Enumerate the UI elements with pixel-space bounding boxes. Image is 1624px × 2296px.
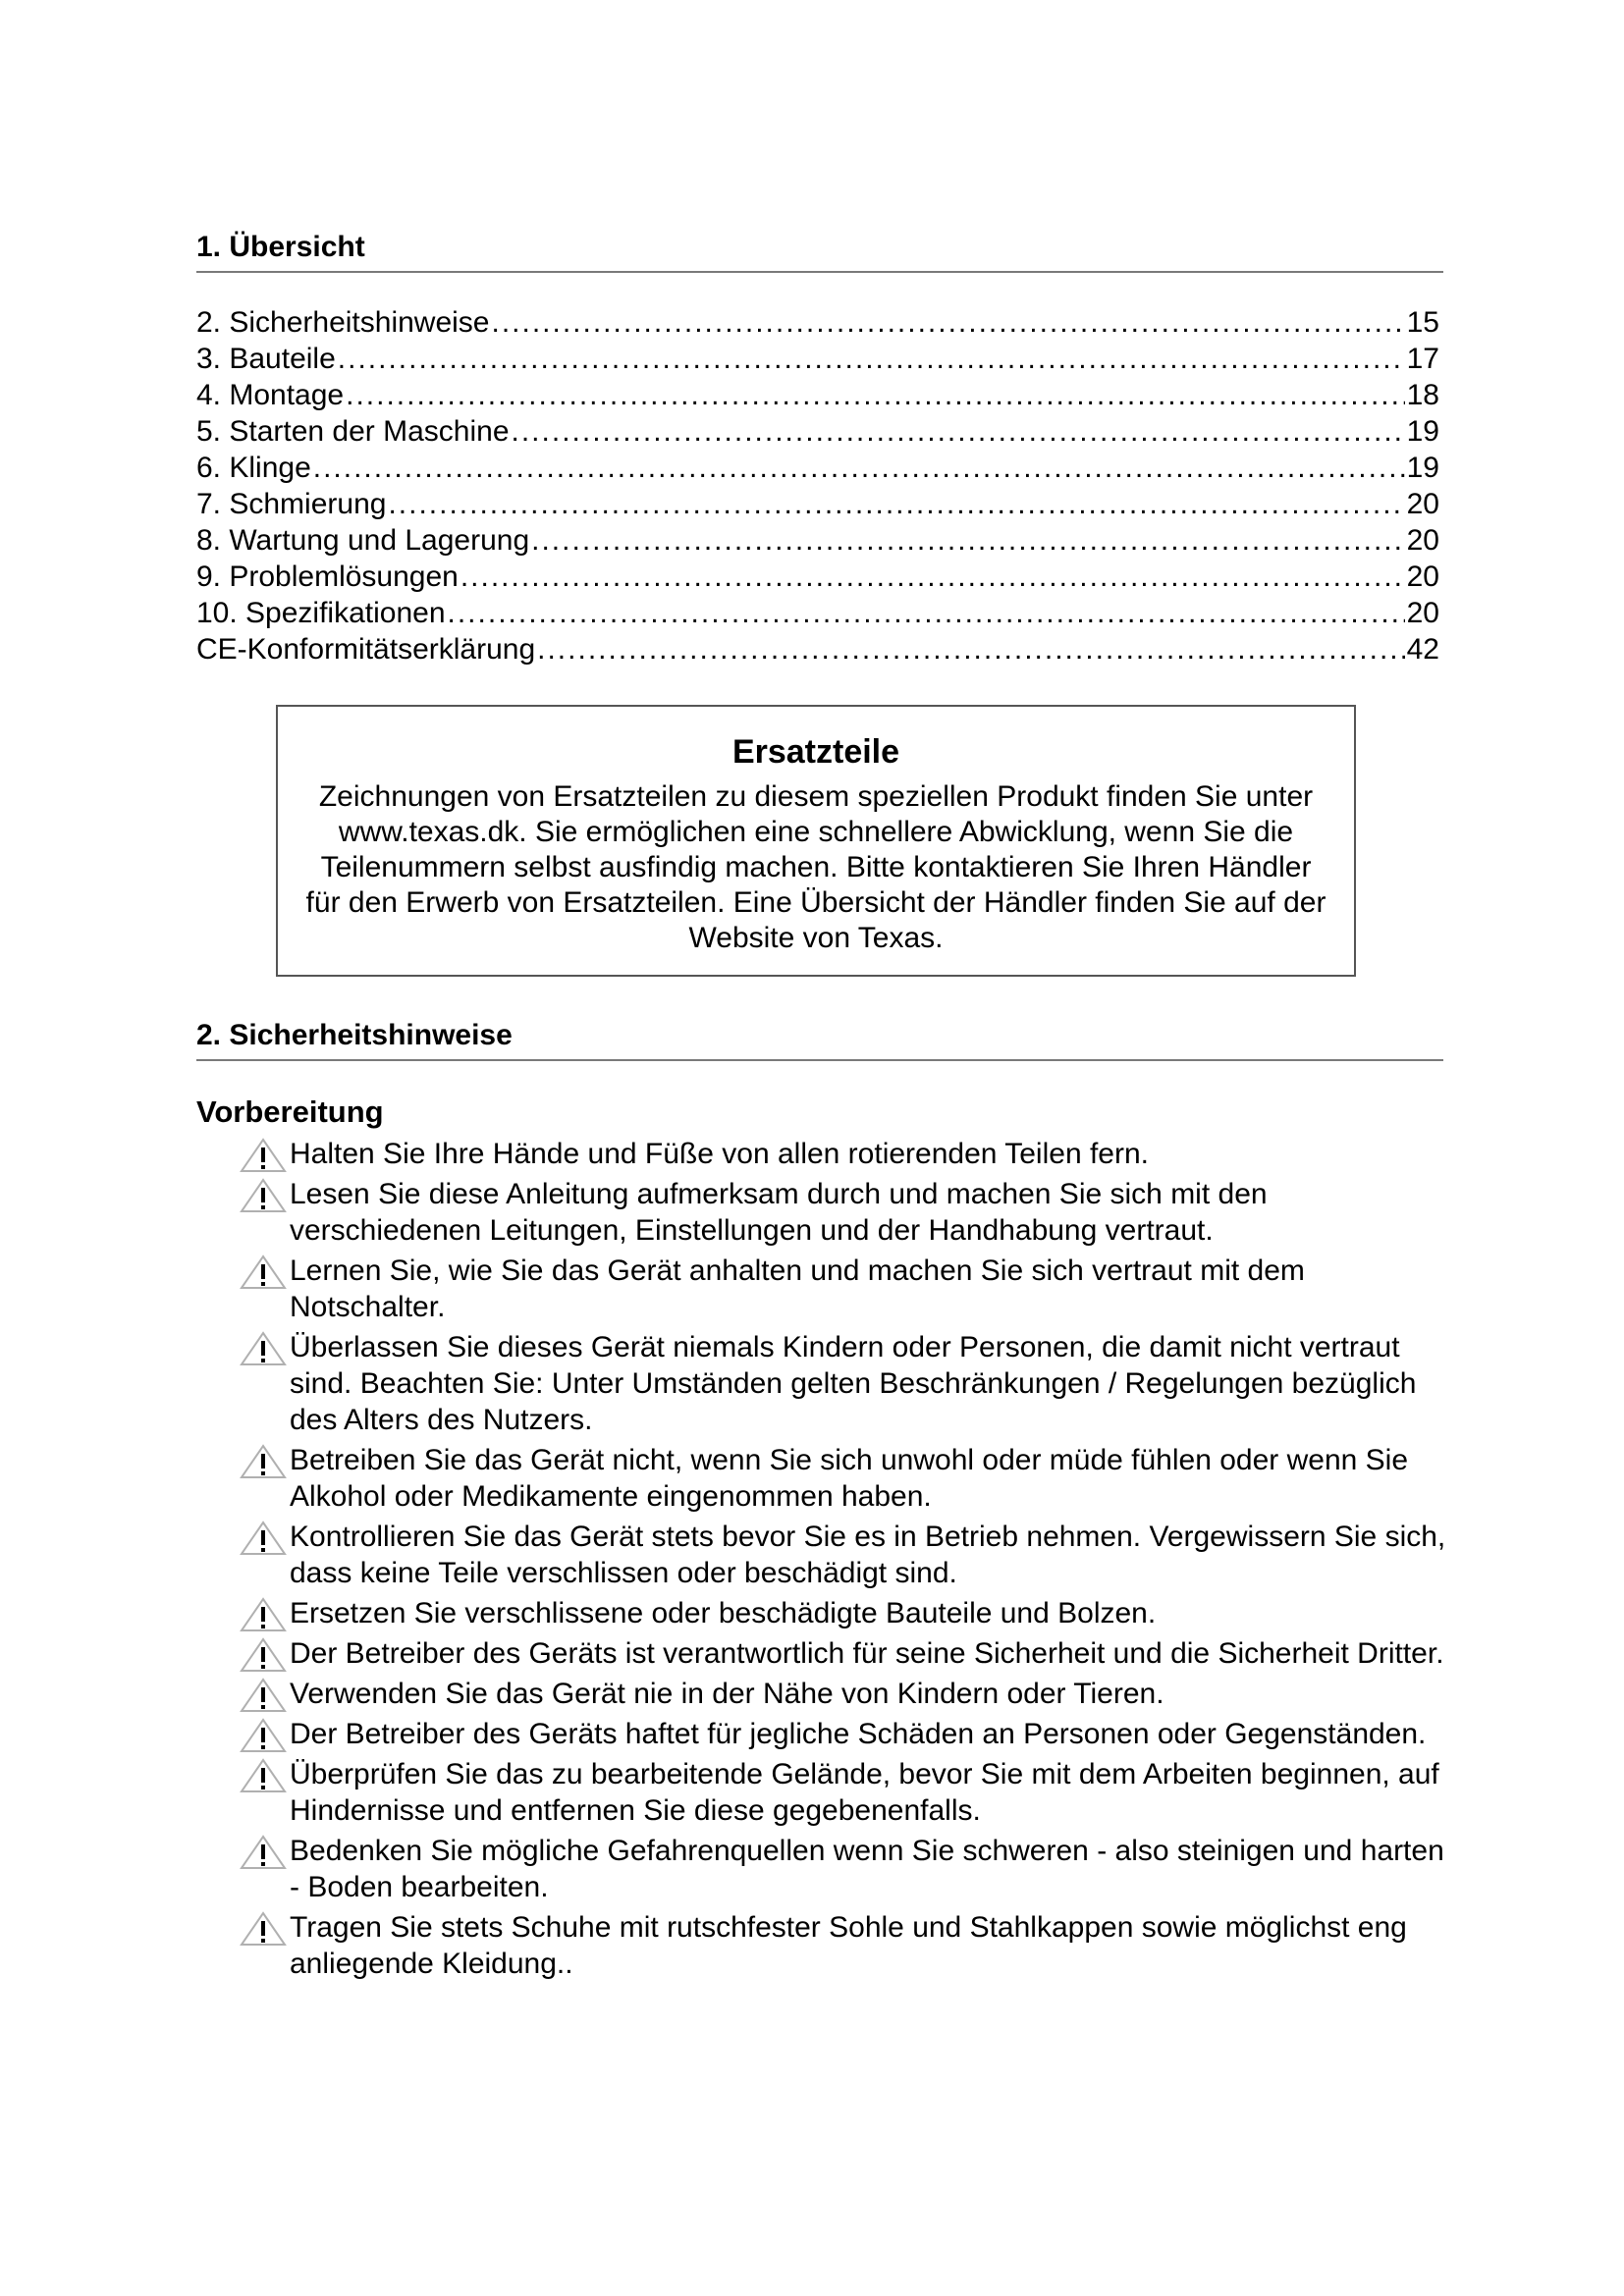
toc-entry-label: 2. Sicherheitshinweise bbox=[196, 306, 490, 339]
warning-triangle-icon bbox=[240, 1911, 287, 1947]
spare-parts-title: Ersatzteile bbox=[731, 733, 900, 771]
toc-entry-label: 10. Spezifikationen bbox=[196, 597, 446, 629]
toc-entry-page: 19 bbox=[1406, 415, 1439, 448]
warning-text: Lesen Sie diese Anleitung aufmerksam durch und machen Sie sich mit den verschiedenen Leitungen, Einstellungen und der Handhabung vertraut. bbox=[290, 1178, 1268, 1247]
warning-item bbox=[240, 1756, 1447, 1829]
toc-entry[interactable] bbox=[196, 522, 1439, 559]
warning-item bbox=[240, 1519, 1447, 1591]
toc-entry[interactable] bbox=[196, 377, 1439, 413]
warning-text: Kontrollieren Sie das Gerät stets bevor Sie es in Betrieb nehmen. Vergewissern Sie sich, dass keine Teile verschlissen oder beschädigt sind. bbox=[290, 1521, 1446, 1589]
toc-leader-dots bbox=[537, 631, 1404, 667]
warning-item bbox=[240, 1676, 1447, 1712]
toc-entry-page: 17 bbox=[1406, 343, 1439, 375]
warning-triangle-icon bbox=[240, 1331, 287, 1366]
toc-entry[interactable] bbox=[196, 559, 1439, 595]
toc-entry[interactable] bbox=[196, 486, 1439, 522]
toc-entry[interactable] bbox=[196, 631, 1439, 667]
toc-entry-label: 3. Bauteile bbox=[196, 343, 336, 375]
warning-text: Betreiben Sie das Gerät nicht, wenn Sie sich unwohl oder müde fühlen oder wenn Sie Alkohol oder Medikamente eingenommen haben. bbox=[290, 1444, 1409, 1513]
warning-triangle-icon bbox=[240, 1138, 287, 1173]
toc-entry-label: 7. Schmierung bbox=[196, 488, 387, 520]
warning-item bbox=[240, 1909, 1447, 1982]
warning-item bbox=[240, 1329, 1447, 1438]
toc-leader-dots bbox=[338, 341, 1405, 377]
toc-entry-label: 4. Montage bbox=[196, 379, 345, 411]
toc-leader-dots bbox=[313, 450, 1405, 486]
warning-text: Überprüfen Sie das zu bearbeitende Gelände, bevor Sie mit dem Arbeiten beginnen, auf Hindernisse und entfernen Sie diese gegebenenfalls. bbox=[290, 1758, 1439, 1827]
warning-item bbox=[240, 1716, 1447, 1752]
warning-item bbox=[240, 1833, 1447, 1905]
toc-entry[interactable] bbox=[196, 341, 1439, 377]
toc-entry-label: 6. Klinge bbox=[196, 452, 311, 484]
warning-text: Überlassen Sie dieses Gerät niemals Kindern oder Personen, die damit nicht vertraut sind. Beachten Sie: Unter Umständen gelten Beschränkungen / Regelungen bezüglich des Alters des Nutzers. bbox=[290, 1331, 1417, 1436]
toc-entry-label: 8. Wartung und Lagerung bbox=[196, 524, 530, 557]
table-of-contents bbox=[196, 304, 1439, 667]
warning-item bbox=[240, 1136, 1447, 1172]
warning-triangle-icon bbox=[240, 1637, 287, 1673]
toc-entry-page: 20 bbox=[1406, 561, 1439, 593]
toc-entry[interactable] bbox=[196, 450, 1439, 486]
warning-item bbox=[240, 1442, 1447, 1515]
toc-entry-page: 20 bbox=[1406, 597, 1439, 629]
toc-entry-page: 19 bbox=[1406, 452, 1439, 484]
toc-leader-dots bbox=[448, 595, 1405, 631]
warning-triangle-icon bbox=[240, 1678, 287, 1713]
toc-entry-page: 15 bbox=[1406, 306, 1439, 339]
warning-text: Der Betreiber des Geräts ist verantwortlich für seine Sicherheit und die Sicherheit Dritter. bbox=[290, 1637, 1444, 1670]
toc-leader-dots bbox=[346, 377, 1405, 413]
warning-triangle-icon bbox=[240, 1255, 287, 1290]
warning-triangle-icon bbox=[240, 1718, 287, 1753]
warning-text: Lernen Sie, wie Sie das Gerät anhalten und machen Sie sich vertraut mit dem Notschalter. bbox=[290, 1255, 1305, 1323]
spare-parts-text: Zeichnungen von Ersatzteilen zu diesem speziellen Produkt finden Sie unter www.texas.dk. Sie ermöglichen eine schnellere Abwicklung, wenn Sie die Teilenummern selbst ausfindig machen. Bitte kontaktieren Sie Ihren Händler für den Erwerb von Ersatzteilen. Eine Übersicht der Händler finden Sie auf der Website von Texas. bbox=[305, 780, 1326, 954]
warning-triangle-icon bbox=[240, 1178, 287, 1213]
toc-leader-dots bbox=[531, 522, 1404, 559]
toc-entry-page: 20 bbox=[1406, 524, 1439, 557]
warning-triangle-icon bbox=[240, 1758, 287, 1793]
section-heading-safety: 2. Sicherheitshinweise bbox=[196, 1018, 1443, 1061]
toc-entry[interactable] bbox=[196, 304, 1439, 341]
warning-text: Verwenden Sie das Gerät nie in der Nähe von Kindern oder Tieren. bbox=[290, 1678, 1164, 1710]
toc-entry-page: 42 bbox=[1406, 633, 1439, 666]
toc-leader-dots bbox=[388, 486, 1404, 522]
section-heading-overview: 1. Übersicht bbox=[196, 230, 1443, 273]
warning-text: Tragen Sie stets Schuhe mit rutschfester Sohle und Stahlkappen sowie möglichst eng anliegende Kleidung.. bbox=[290, 1911, 1407, 1980]
warning-item bbox=[240, 1253, 1447, 1325]
toc-entry-page: 18 bbox=[1406, 379, 1439, 411]
toc-leader-dots bbox=[460, 559, 1405, 595]
spare-parts-box bbox=[276, 705, 1356, 977]
warning-triangle-icon bbox=[240, 1597, 287, 1632]
toc-entry[interactable] bbox=[196, 413, 1439, 450]
safety-warning-list bbox=[240, 1136, 1447, 1986]
toc-entry-label: 5. Starten der Maschine bbox=[196, 415, 510, 448]
warning-item bbox=[240, 1635, 1447, 1672]
warning-text: Ersetzen Sie verschlissene oder beschädigte Bauteile und Bolzen. bbox=[290, 1597, 1157, 1629]
warning-triangle-icon bbox=[240, 1444, 287, 1479]
warning-triangle-icon bbox=[240, 1521, 287, 1556]
warning-triangle-icon bbox=[240, 1835, 287, 1870]
warning-text: Bedenken Sie mögliche Gefahrenquellen wenn Sie schweren - also steinigen und harten - Boden bearbeiten. bbox=[290, 1835, 1444, 1903]
toc-entry-page: 20 bbox=[1406, 488, 1439, 520]
toc-leader-dots bbox=[512, 413, 1405, 450]
warning-text: Halten Sie Ihre Hände und Füße von allen rotierenden Teilen fern. bbox=[290, 1138, 1149, 1170]
warning-item bbox=[240, 1176, 1447, 1249]
toc-leader-dots bbox=[492, 304, 1405, 341]
warning-item bbox=[240, 1595, 1447, 1631]
warning-text: Der Betreiber des Geräts haftet für jegliche Schäden an Personen oder Gegenständen. bbox=[290, 1718, 1427, 1750]
subheading-preparation: Vorbereitung bbox=[196, 1095, 384, 1129]
toc-entry[interactable] bbox=[196, 595, 1439, 631]
toc-entry-label: CE-Konformitätserklärung bbox=[196, 633, 536, 666]
toc-entry-label: 9. Problemlösungen bbox=[196, 561, 459, 593]
